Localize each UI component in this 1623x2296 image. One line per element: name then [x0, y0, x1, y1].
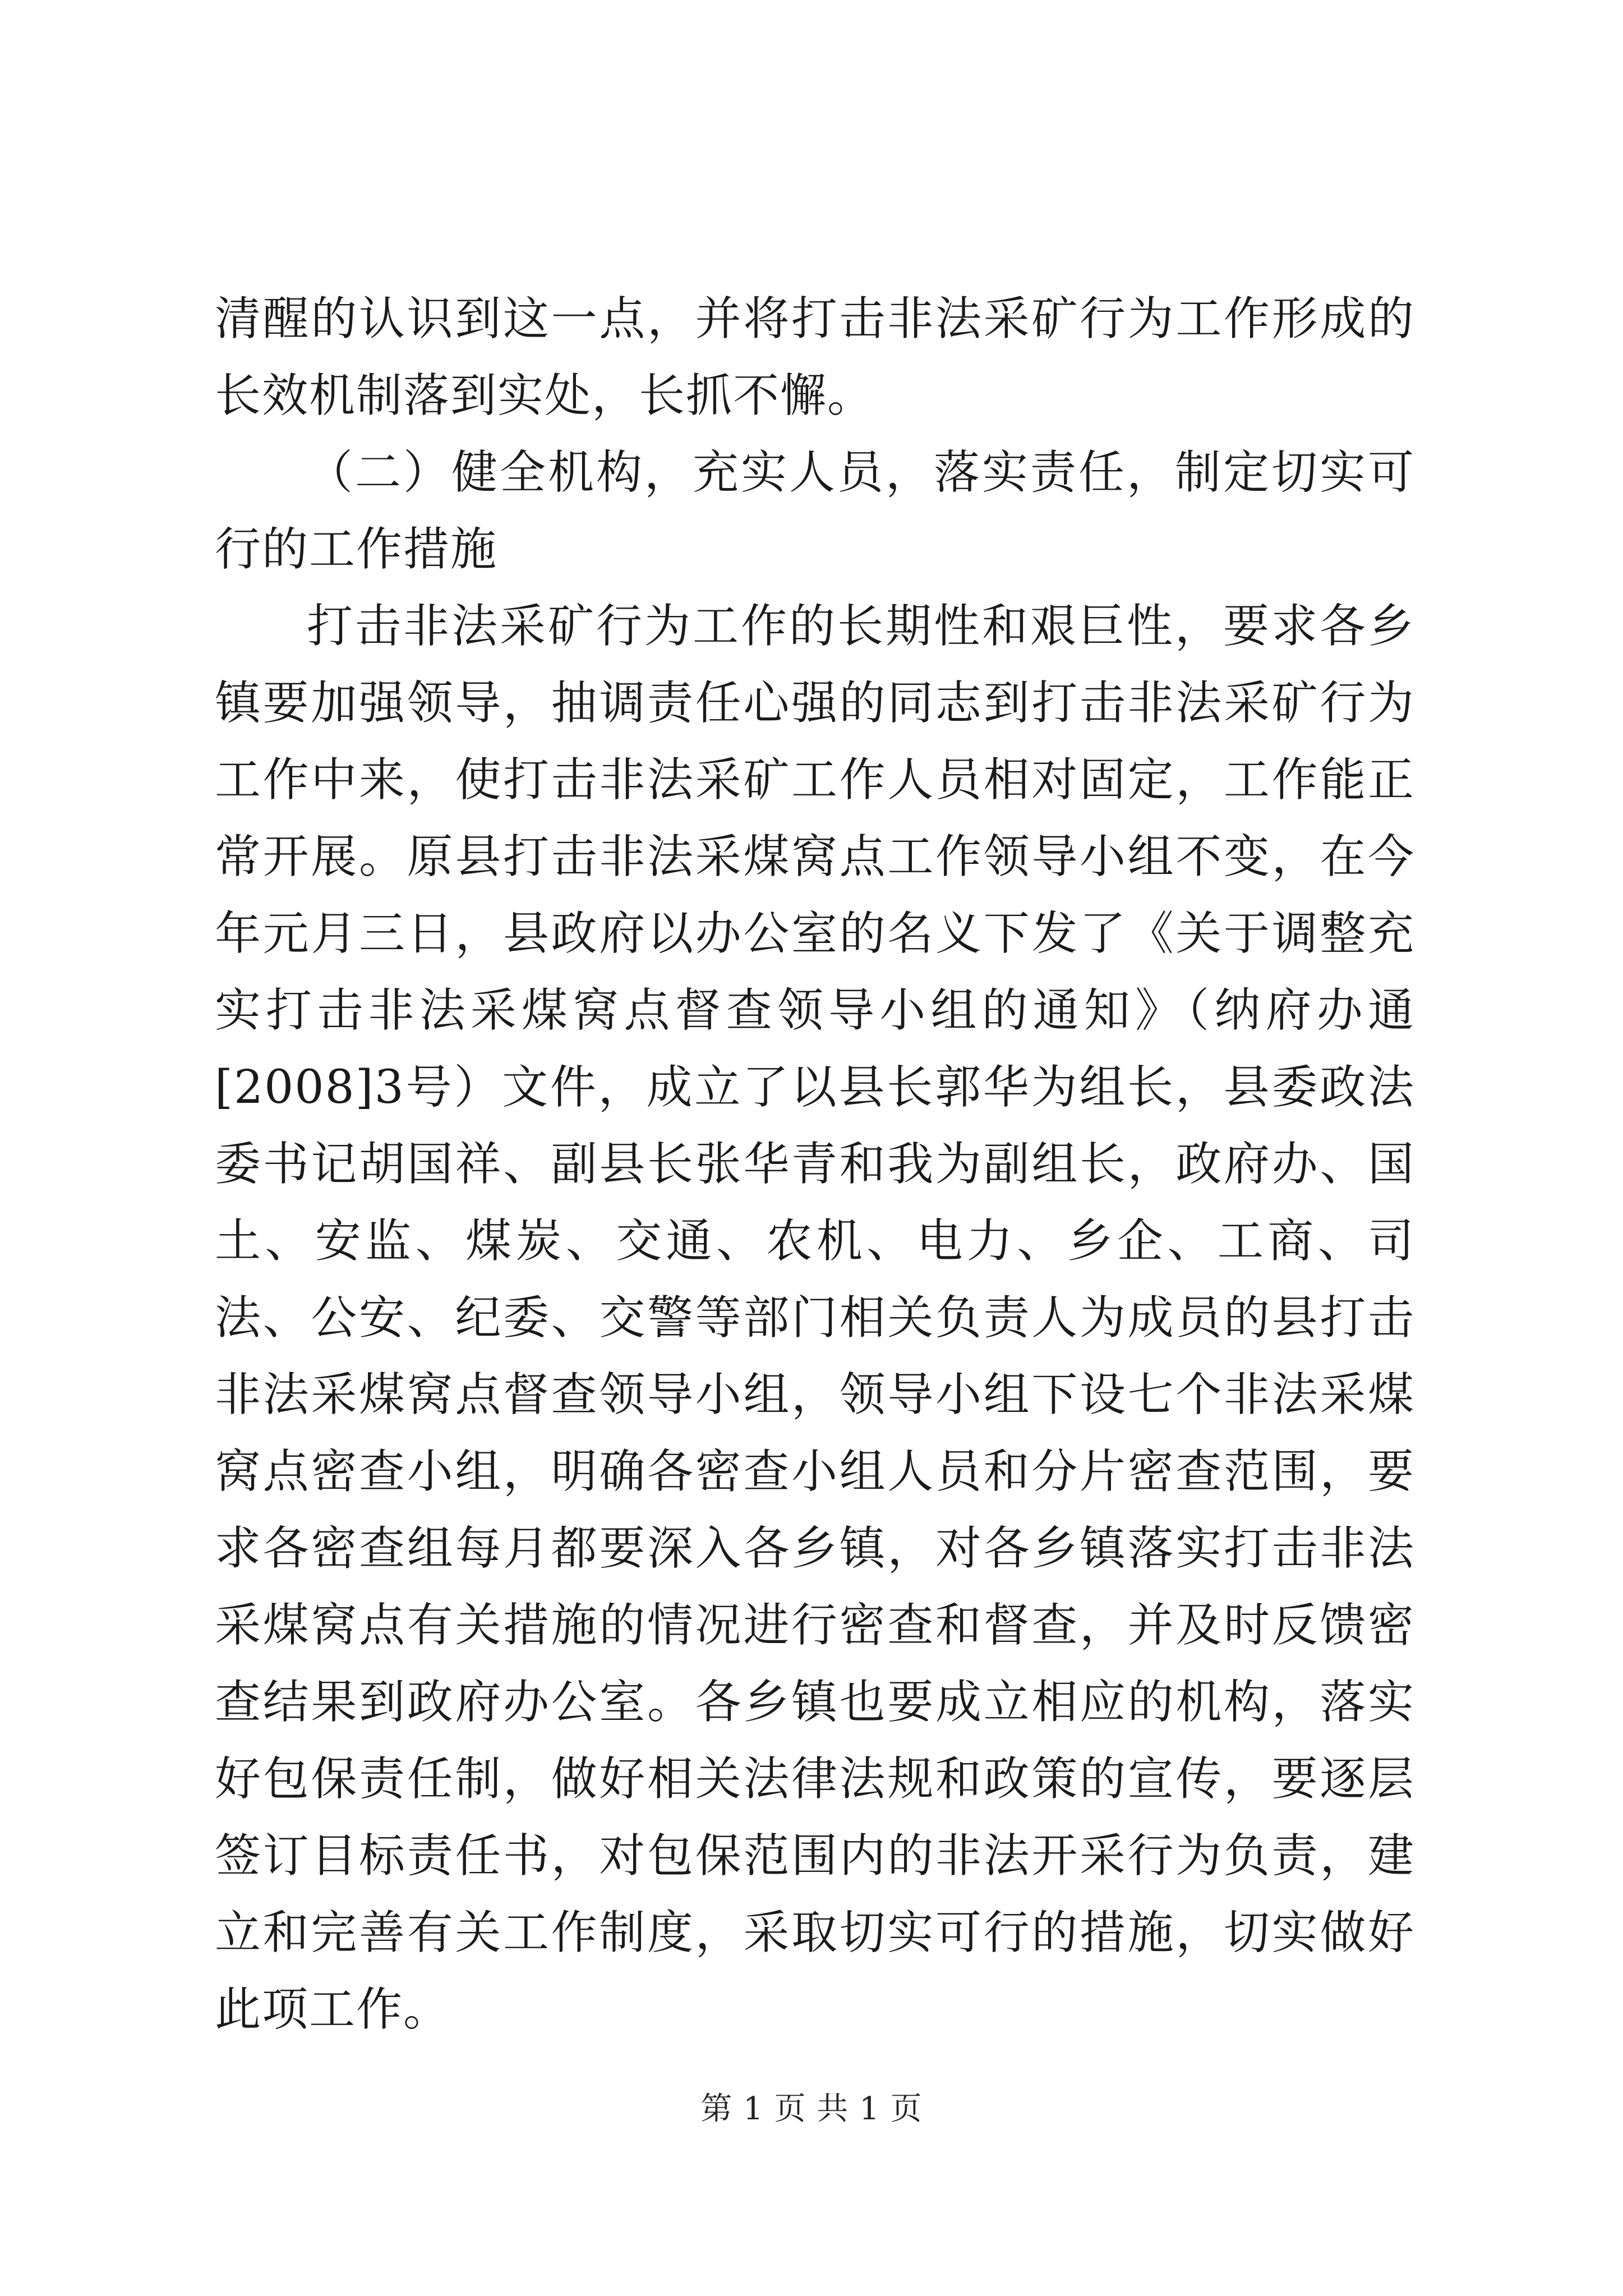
paragraph-body: 打击非法采矿行为工作的长期性和艰巨性，要求各乡镇要加强领导，抽调责任心强的同志到打击非法采矿行为工作中来，使打击非法采矿工作人员相对固定，工作能正常开展。原县打击非法采煤窝点工作领导小组不变，在今年元月三日，县政府以办公室的名义下发了《关于调整充实打击非法采煤窝点督查领导小组的通知》（纳府办通[2008]3号）文件，成立了以县长郭华为组长，县委政法委书记胡国祥、副县长张华青和我为副组长，政府办、国土、安监、煤炭、交通、农机、电力、乡企、工商、司法、公安、纪委、交警等部门相关负责人为成员的县打击非法采煤窝点督查领导小组，领导小组下设七个非法采煤窝点密查小组，明确各密查小组人员和分片密查范围，要求各密查组每月都要深入各乡镇，对各乡镇落实打击非法采煤窝点有关措施的情况进行密查和督查，并及时反馈密查结果到政府办公室。各乡镇也要成立相应的机构，落实好包保责任制，做好相关法律法规和政策的宣传，要逐层签订目标责任书，对包保范围内的非法开采行为负责，建立和完善有关工作制度，采取切实可行的措施，切实做好此项工作。 [215, 600, 1415, 2036]
document-body [215, 280, 1415, 2048]
paragraph-continuation: 清醒的认识到这一点，并将打击非法采矿行为工作形成的长效机制落到实处，长抓不懈。 [215, 292, 1415, 422]
section-heading: （二）健全机构，充实人员，落实责任，制定切实可行的工作措施 [215, 446, 1415, 576]
page-footer: 第 1 页 共 1 页 [700, 2091, 923, 2127]
